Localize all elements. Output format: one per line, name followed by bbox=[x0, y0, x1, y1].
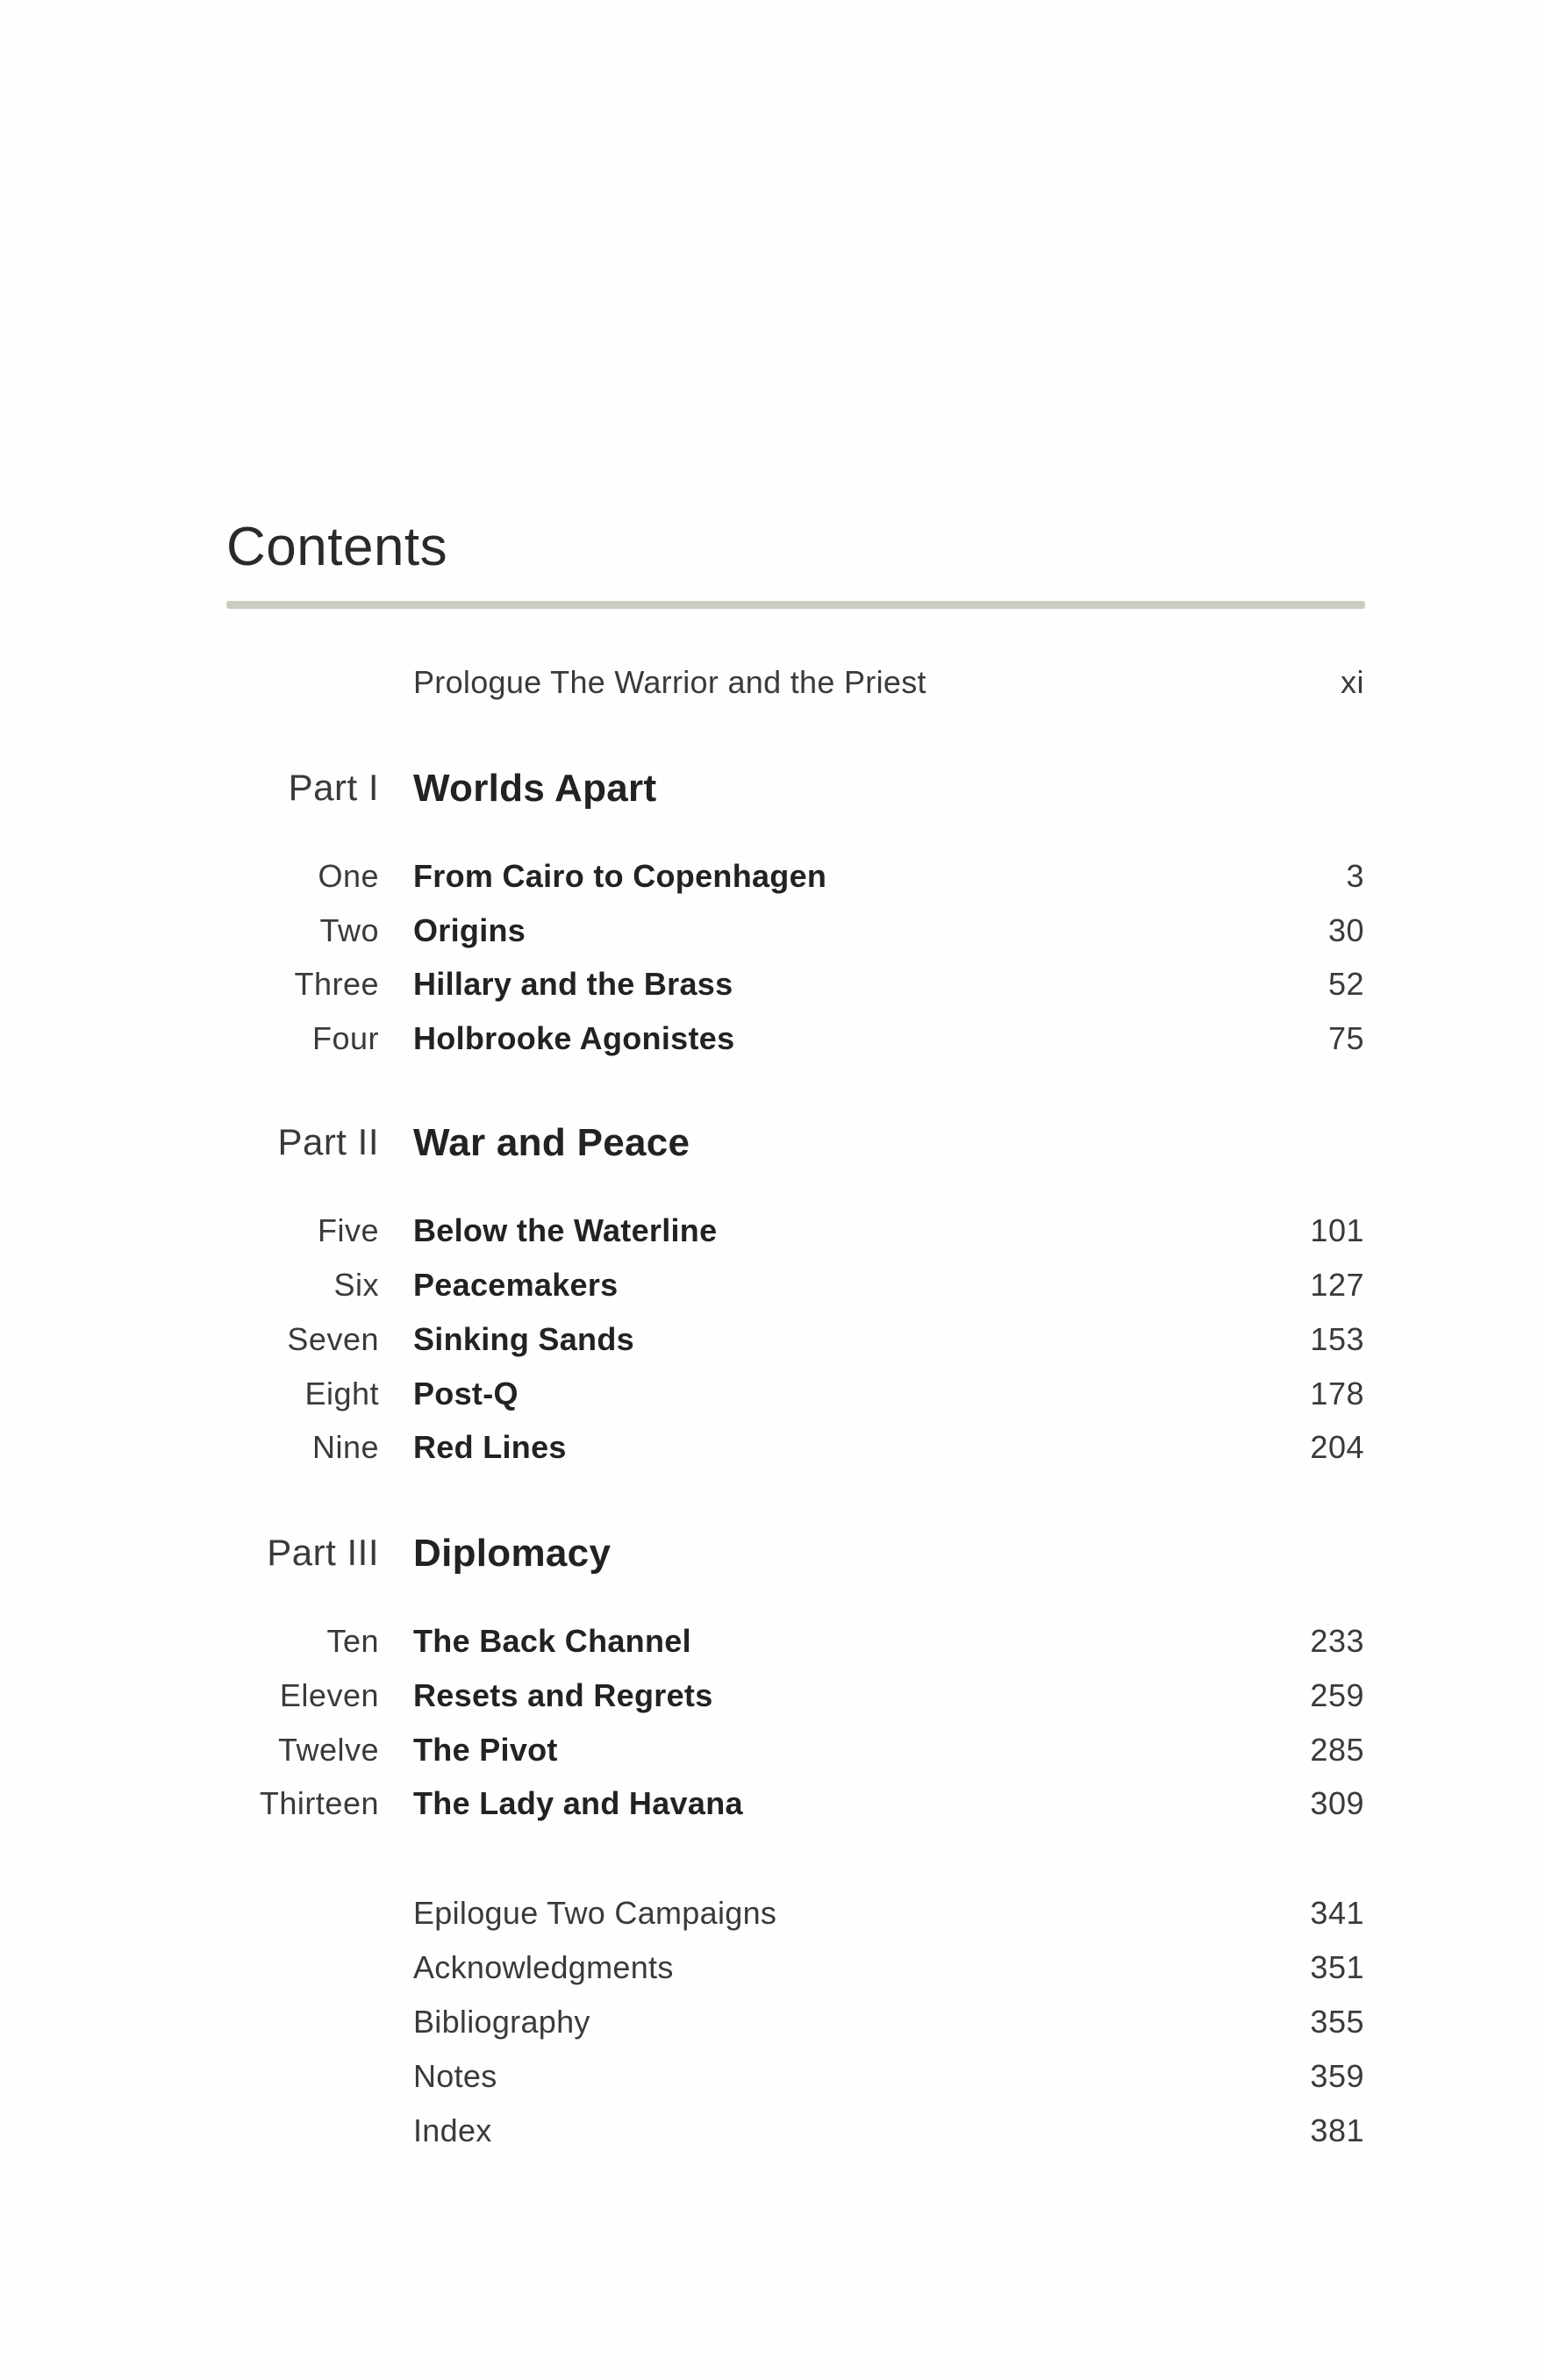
entry-text bbox=[413, 664, 926, 701]
chapter-entry[interactable] bbox=[0, 1020, 1545, 1064]
entry-label: Epilogue bbox=[413, 1895, 539, 1931]
title-rule bbox=[226, 601, 1365, 609]
chapter-entry[interactable] bbox=[0, 1429, 1545, 1473]
chapter-entry[interactable] bbox=[0, 1376, 1545, 1419]
chapter-title: Peacemakers bbox=[413, 1267, 619, 1303]
part-title: Diplomacy bbox=[413, 1532, 612, 1575]
chapter-title: Resets and Regrets bbox=[413, 1677, 713, 1713]
chapter-title: The Back Channel bbox=[413, 1623, 691, 1659]
entry-page: 355 bbox=[1310, 2004, 1364, 2040]
back-matter-entry[interactable] bbox=[0, 1949, 1545, 1993]
back-matter-entry[interactable] bbox=[0, 2112, 1545, 2156]
chapter-page: 285 bbox=[1310, 1732, 1364, 1768]
chapter-title: Holbrooke Agonistes bbox=[413, 1020, 735, 1056]
chapter-page: 30 bbox=[1327, 912, 1364, 948]
chapter-number: Five bbox=[317, 1212, 379, 1248]
entry-label: Prologue bbox=[413, 664, 542, 700]
part-heading[interactable] bbox=[0, 767, 1545, 811]
entry-title: Index bbox=[413, 2112, 492, 2148]
chapter-number: Eleven bbox=[279, 1677, 379, 1713]
chapter-number: Six bbox=[333, 1267, 379, 1303]
chapter-entry[interactable] bbox=[0, 966, 1545, 1010]
entry-title: Bibliography bbox=[413, 2004, 590, 2040]
chapter-number: Eight bbox=[304, 1376, 379, 1412]
chapter-page: 178 bbox=[1310, 1376, 1364, 1412]
chapter-number: Thirteen bbox=[259, 1785, 379, 1821]
entry-page: 341 bbox=[1310, 1895, 1364, 1931]
entry-title: Notes bbox=[413, 2058, 497, 2094]
toc-entry-prologue[interactable] bbox=[0, 664, 1545, 708]
entry-page: 351 bbox=[1310, 1949, 1364, 1985]
chapter-title: From Cairo to Copenhagen bbox=[413, 858, 827, 894]
chapter-page: 52 bbox=[1327, 966, 1364, 1002]
chapter-page: 75 bbox=[1327, 1020, 1364, 1056]
chapter-page: 259 bbox=[1310, 1677, 1364, 1713]
chapter-title: Hillary and the Brass bbox=[413, 966, 733, 1002]
entry-title: The Warrior and the Priest bbox=[550, 664, 926, 700]
chapter-entry[interactable] bbox=[0, 912, 1545, 956]
entry-title: Acknowledgments bbox=[413, 1949, 674, 1985]
chapter-entry[interactable] bbox=[0, 1623, 1545, 1667]
chapter-page: 233 bbox=[1310, 1623, 1364, 1659]
chapter-number: Four bbox=[311, 1020, 379, 1056]
page-title: Contents bbox=[226, 517, 448, 577]
part-label: Part III bbox=[267, 1532, 379, 1573]
chapter-entry[interactable] bbox=[0, 858, 1545, 902]
chapter-title: Post-Q bbox=[413, 1376, 519, 1412]
chapter-title: The Lady and Havana bbox=[413, 1785, 743, 1821]
part-title: Worlds Apart bbox=[413, 767, 657, 810]
chapter-number: Seven bbox=[287, 1321, 379, 1357]
chapter-entry[interactable] bbox=[0, 1677, 1545, 1721]
entry-text bbox=[413, 1895, 776, 1932]
part-heading[interactable] bbox=[0, 1532, 1545, 1576]
chapter-number: Nine bbox=[311, 1429, 379, 1465]
chapter-page: 309 bbox=[1310, 1785, 1364, 1821]
chapter-entry[interactable] bbox=[0, 1267, 1545, 1311]
chapter-title: Sinking Sands bbox=[413, 1321, 634, 1357]
chapter-page: 3 bbox=[1346, 858, 1364, 894]
chapter-page: 101 bbox=[1310, 1212, 1364, 1248]
chapter-title: Origins bbox=[413, 912, 526, 948]
toc-entry-epilogue[interactable] bbox=[0, 1895, 1545, 1939]
chapter-page: 127 bbox=[1310, 1267, 1364, 1303]
part-label: Part II bbox=[277, 1121, 379, 1162]
chapter-entry[interactable] bbox=[0, 1212, 1545, 1256]
part-label: Part I bbox=[288, 767, 379, 808]
chapter-number: Twelve bbox=[277, 1732, 379, 1768]
back-matter-entry[interactable] bbox=[0, 2004, 1545, 2048]
chapter-entry[interactable] bbox=[0, 1785, 1545, 1829]
chapter-title: The Pivot bbox=[413, 1732, 558, 1768]
entry-page: xi bbox=[1341, 664, 1364, 700]
chapter-entry[interactable] bbox=[0, 1321, 1545, 1365]
entry-page: 359 bbox=[1310, 2058, 1364, 2094]
entry-title: Two Campaigns bbox=[547, 1895, 777, 1931]
chapter-title: Below the Waterline bbox=[413, 1212, 718, 1248]
chapter-page: 204 bbox=[1310, 1429, 1364, 1465]
chapter-number: Three bbox=[294, 966, 379, 1002]
chapter-number: Two bbox=[319, 912, 379, 948]
part-heading[interactable] bbox=[0, 1121, 1545, 1165]
back-matter-entry[interactable] bbox=[0, 2058, 1545, 2102]
chapter-entry[interactable] bbox=[0, 1732, 1545, 1776]
chapter-number: One bbox=[318, 858, 379, 894]
chapter-title: Red Lines bbox=[413, 1429, 567, 1465]
entry-page: 381 bbox=[1310, 2112, 1364, 2148]
part-title: War and Peace bbox=[413, 1121, 690, 1164]
chapter-page: 153 bbox=[1310, 1321, 1364, 1357]
chapter-number: Ten bbox=[326, 1623, 379, 1659]
